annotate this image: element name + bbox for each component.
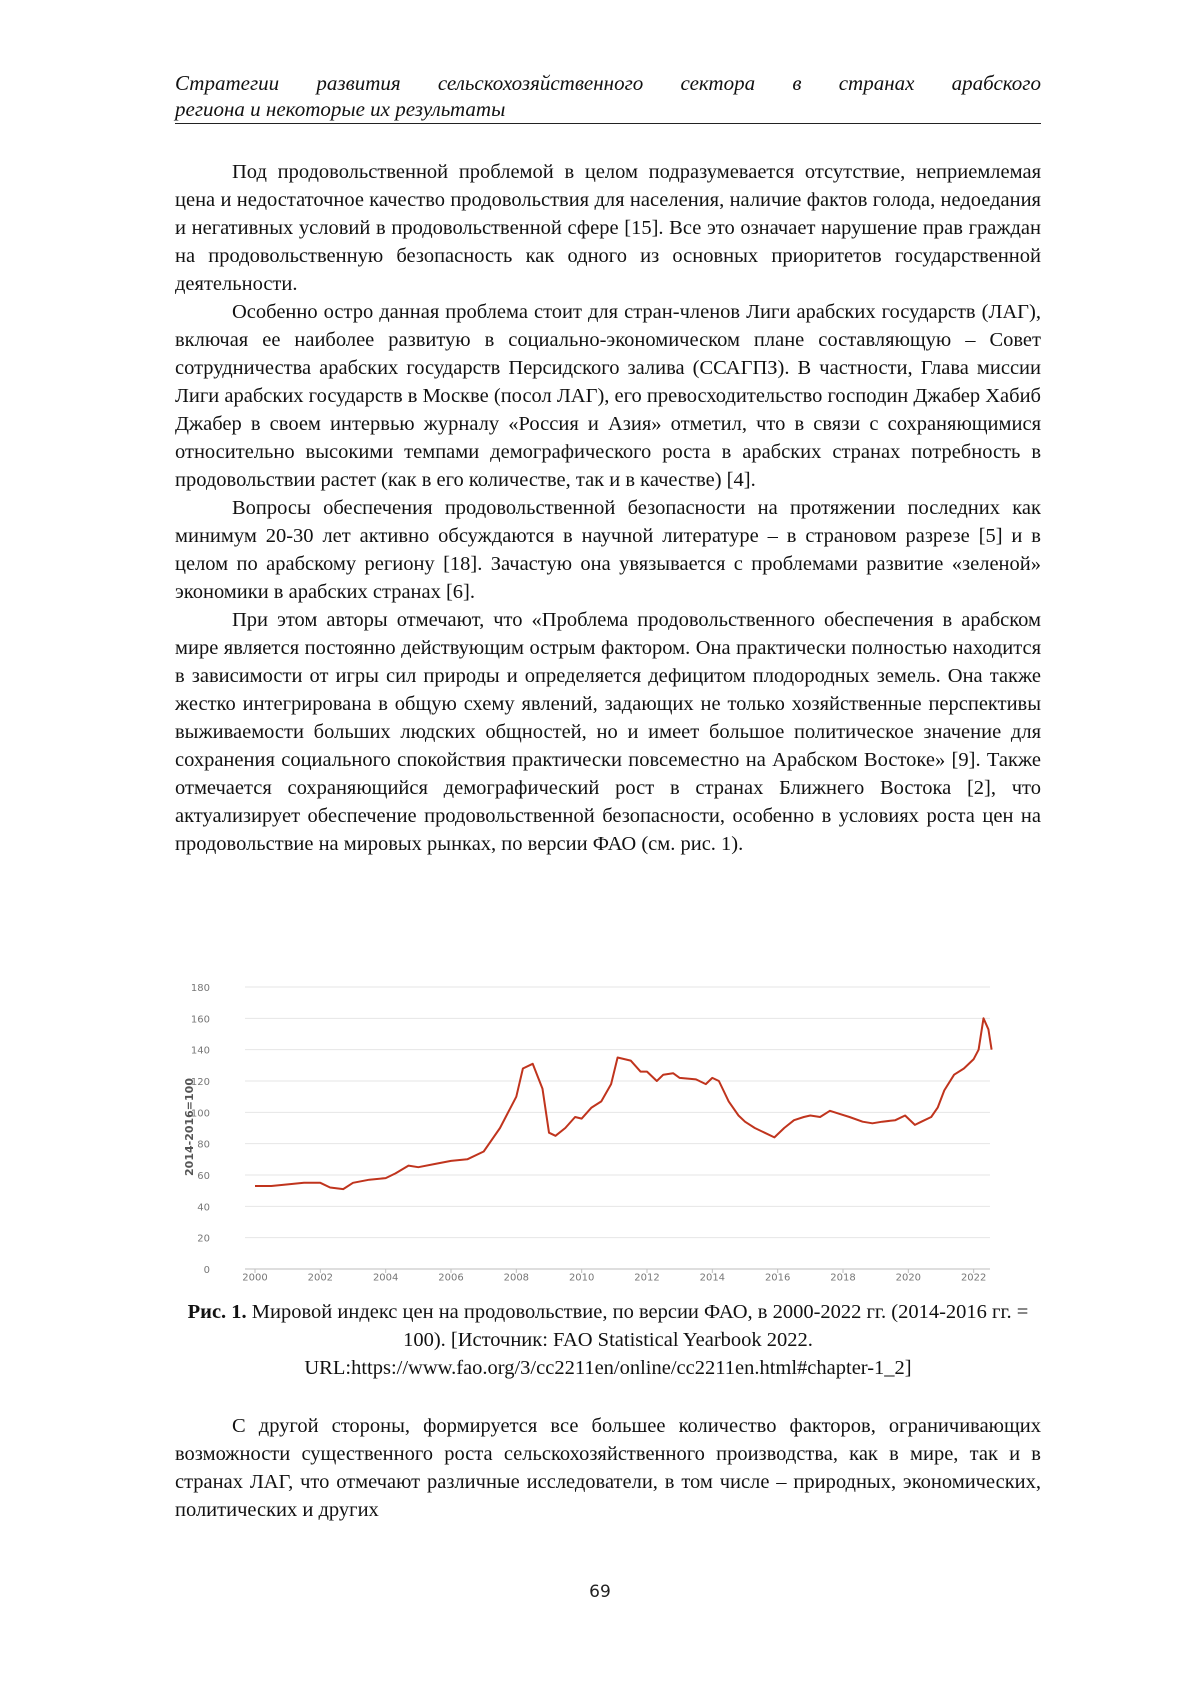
x-tick-label: 2004 (372, 1272, 399, 1284)
series-line (255, 1018, 992, 1189)
body-text-lower (175, 1412, 1041, 1524)
y-tick-label: 60 (197, 1171, 210, 1182)
y-tick-label: 80 (197, 1139, 210, 1151)
x-tick-label: 2010 (568, 1272, 595, 1284)
y-tick-label: 0 (203, 1265, 210, 1276)
x-tick-label: 2016 (764, 1272, 791, 1284)
chart-grid (245, 987, 990, 1269)
y-axis-label: 2014-2016=100 (183, 1078, 196, 1176)
y-tick-label: 120 (190, 1077, 210, 1088)
caption-text: Мировой индекс цен на продовольствие, по версии ФАО, в 2000-2022 гг. (2014-2016 гг. = 100). [Источник: FAO Statistical Yearbook 2022. URL:https://www.fao.org/3/cc2211en/online/cc2211en.html#chapter-1_2] (246, 1301, 1029, 1379)
paragraph-4: При этом авторы отмечают, что «Проблема продовольственного обеспечения в арабском мире является постоянно действующим острым фактором. Она практически полностью находится в зависимости от игры сил природы и определяется дефицитом плодородных земель. Она также жестко интегрирована в общую схему явлений, задающих не только хозяйственные перспективы выживаемости больших людских общностей, но и имеет большое политическое значение для сохранения социального спокойствия практически повсеместно на Арабском Востоке» [9]. Также отмечается сохраняющийся демографический рост в странах Ближнего Востока [2], что актуализирует обеспечение продовольственной безопасности, особенно в условиях роста цен на продовольствие на мировых рынках, по версии ФАО (см. рис. 1). (175, 609, 1041, 855)
x-tick-label: 2014 (699, 1272, 726, 1284)
x-tick-label: 2012 (634, 1272, 660, 1284)
y-tick-label: 20 (197, 1233, 210, 1245)
figure-caption (175, 1298, 1041, 1382)
x-tick-label: 2018 (830, 1272, 856, 1284)
figure-food-price-index (180, 975, 1000, 1284)
x-tick-label: 2000 (242, 1272, 268, 1284)
paragraph-3: Вопросы обеспечения продовольственной безопасности на протяжении последних как минимум 20-30 лет активно обсуждаются в научной литературе – в страновом разрезе [5] и в целом по арабскому региону [18]. Зачастую она увязывается с проблемами развитие «зеленой» экономики в арабских странах [6]. (175, 497, 1041, 603)
running-title (175, 70, 1041, 124)
x-tick-label: 2020 (895, 1272, 922, 1284)
x-tick-label: 2022 (960, 1272, 987, 1284)
x-tick-label: 2002 (307, 1272, 334, 1284)
running-title-line-2: региона и некоторые их результаты (175, 97, 506, 121)
y-tick-label: 40 (197, 1202, 210, 1214)
y-tick-label: 180 (190, 983, 210, 994)
y-tick-label: 160 (190, 1014, 210, 1026)
y-tick-label: 140 (190, 1045, 210, 1057)
page-number: 69 (589, 1582, 611, 1602)
x-tick-label: 2006 (438, 1272, 464, 1284)
paragraph-1: Под продовольственной проблемой в целом подразумевается отсутствие, неприемлемая цена и недостаточное качество продовольствия для населения, наличие фактов голода, недоедания и негативных условий в продовольственной сфере [15]. Все это означает нарушение прав граждан на продовольственную безопасность как одного из основных приоритетов государственной деятельности. (175, 161, 1041, 295)
running-title-line-1: Стратегии развития сельскохозяйственного сектора в странах арабского (175, 71, 1041, 95)
line-chart (180, 975, 1000, 1284)
paragraph-5: С другой стороны, формируется все большее количество факторов, ограничивающих возможности существенного роста сельскохозяйственного производства, как в мире, так и в странах ЛАГ, что отмечают различные исследователи, в том числе – природных, экономических, политических и других (175, 1415, 1041, 1521)
x-tick-label: 2008 (503, 1272, 530, 1284)
body-text-upper (175, 158, 1041, 858)
paragraph-2: Особенно остро данная проблема стоит для стран-членов Лиги арабских государств (ЛАГ), включая ее наиболее развитую в социально-экономическом плане составляющую – Совет сотрудничества арабских государств Персидского залива (ССАГПЗ). В частности, Глава миссии Лиги арабских государств в Москве (посол ЛАГ), его превосходительство господин Джабер Хабиб Джабер в своем интервью журналу «Россия и Азия» отметил, что в связи с сохраняющимися относительно высокими темпами демографического роста в арабских странах потребность в продовольствии растет (как в его количестве, так и в качестве) [4]. (175, 301, 1041, 491)
caption-label: Рис. 1. (187, 1301, 247, 1323)
y-tick-label: 100 (190, 1108, 210, 1120)
x-axis (242, 1269, 986, 1283)
